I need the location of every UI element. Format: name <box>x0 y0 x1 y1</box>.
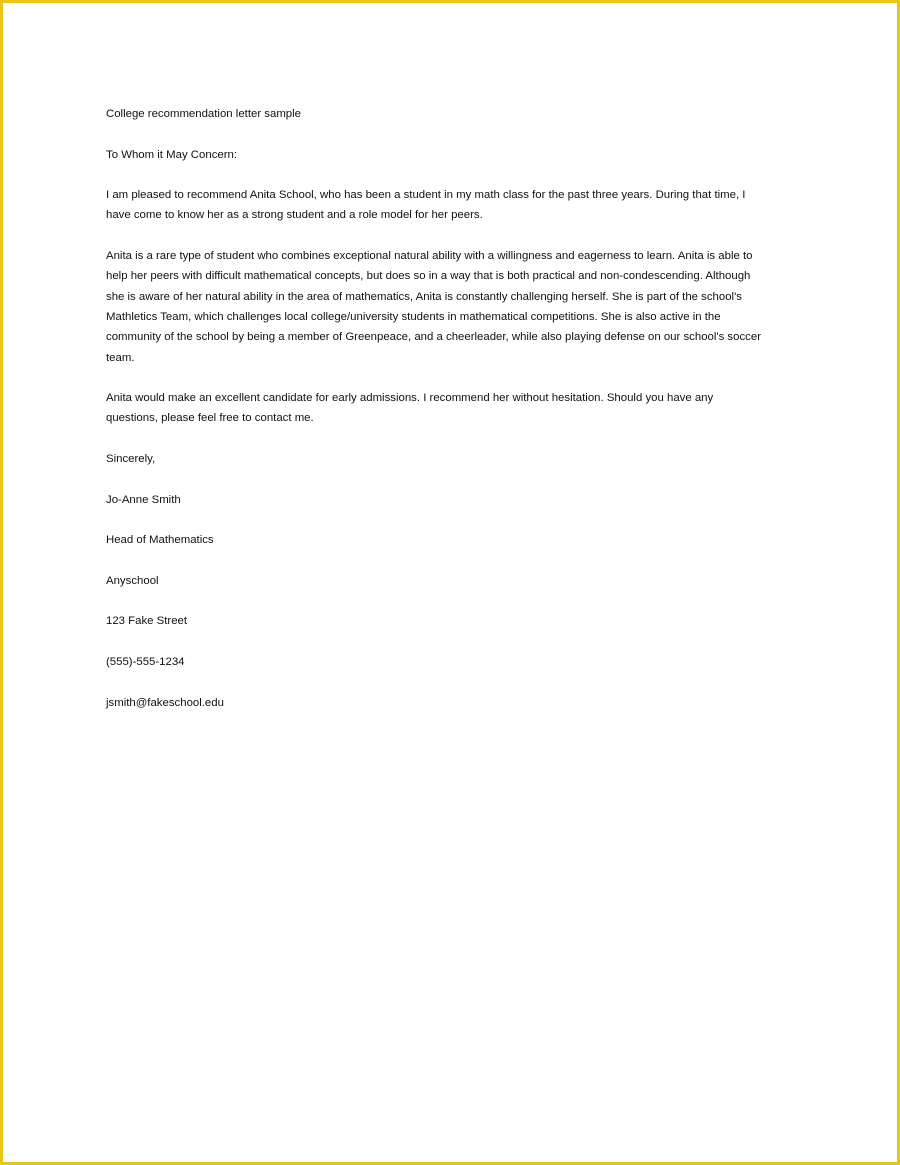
salutation: To Whom it May Concern: <box>106 148 238 161</box>
closing: Sincerely, <box>106 453 156 466</box>
signature-email: jsmith@fakeschool.edu <box>106 696 224 709</box>
paragraph-qualities: Anita is a rare type of student who combines exceptional natural ability with a willingness and eagerness to learn. Anita is able to help her peers with difficult mathematical concepts, but does so in a way that is both practical and non-condescending. Although she is aware of her natural ability in the area of mathematics, Anita is constantly challenging herself. She is part of the school's Mathletics Team, which challenges local college/university students in mathematical competitions. She is also active in the community of the school by being a member of Greenpeace, and a cheerleader, while also playing defense on our school's soccer team. <box>106 250 761 364</box>
signature-phone: (555)-555-1234 <box>106 656 185 669</box>
paragraph-introduction: I am pleased to recommend Anita School, who has been a student in my math class for the past three years. During that time, I have come to know her as a strong student and a role model for her peers. <box>106 189 746 222</box>
letter-body <box>106 104 766 733</box>
signature-title: Head of Mathematics <box>106 534 214 547</box>
signature-address: 123 Fake Street <box>106 615 188 628</box>
paragraph-recommendation: Anita would make an excellent candidate for early admissions. I recommend her without hesitation. Should you have any questions, please feel free to contact me. <box>106 392 714 425</box>
letter-heading: College recommendation letter sample <box>106 108 302 120</box>
signature-name: Jo-Anne Smith <box>106 493 181 506</box>
signature-school: Anyschool <box>106 574 159 587</box>
